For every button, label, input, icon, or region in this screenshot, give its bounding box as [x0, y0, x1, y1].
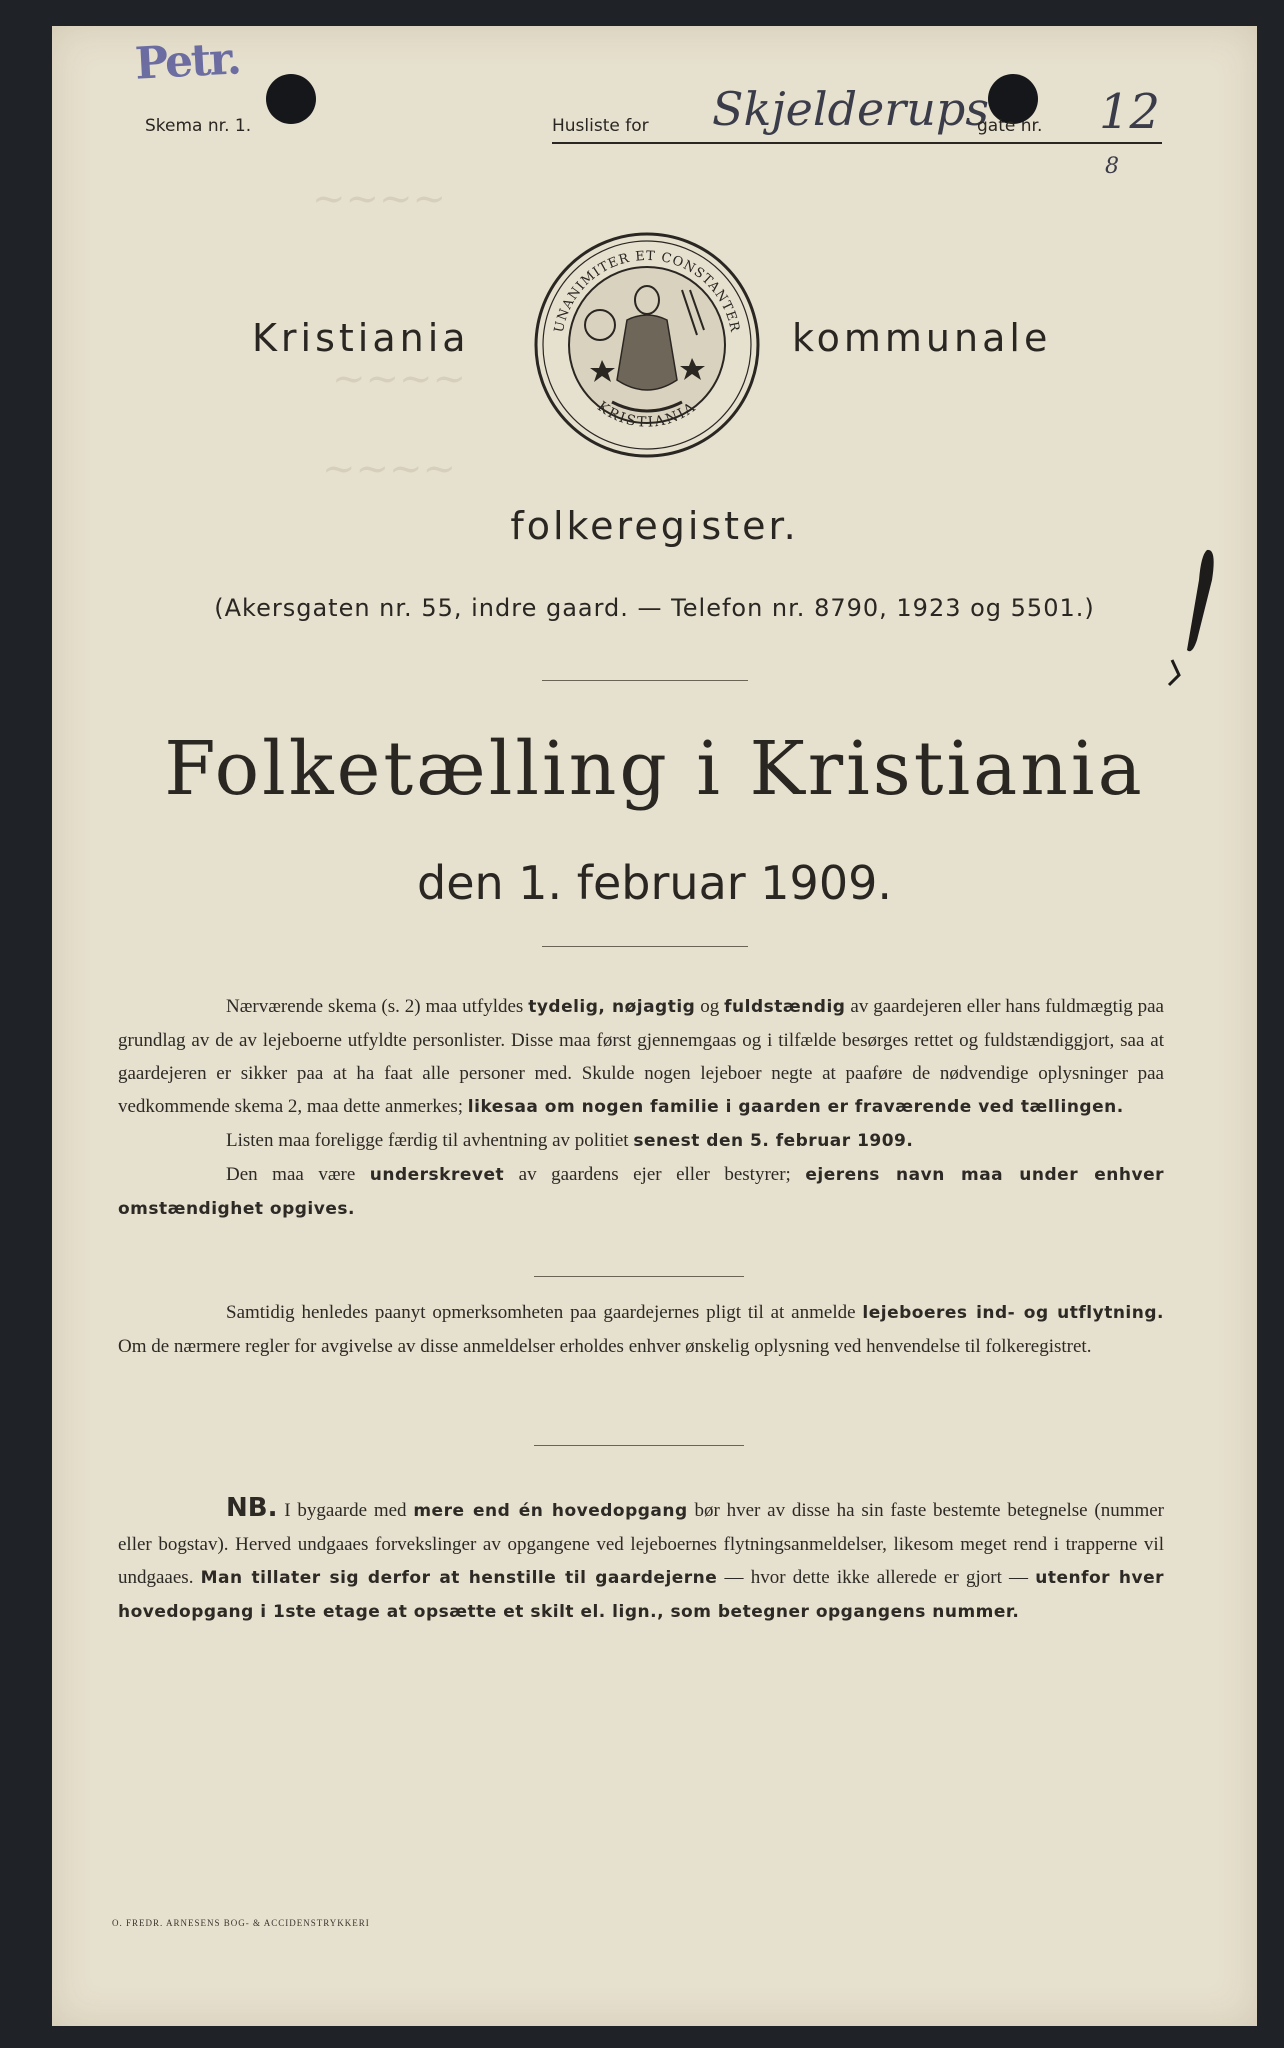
masthead-left-word: Kristiania: [252, 316, 470, 360]
street-name-handwritten: Skjelderups: [712, 82, 989, 136]
divider: [542, 680, 748, 681]
bleed-through-mark: ~~~~: [312, 176, 447, 222]
header-underline: [552, 142, 1162, 144]
punch-hole-left: [266, 74, 316, 124]
nb-label: NB.: [226, 1493, 278, 1523]
masthead-right-word: kommunale: [792, 316, 1052, 360]
moving-notice-block: [118, 1296, 1164, 1363]
divider: [534, 1445, 744, 1446]
husliste-label: Husliste for: [552, 116, 649, 136]
census-form-page: [52, 26, 1257, 2026]
house-number-handwritten: 12: [1099, 84, 1161, 140]
kristiania-seal: [532, 230, 762, 460]
sub-number-handwritten: 8: [1105, 154, 1119, 179]
folkeregister-heading: folkeregister.: [510, 504, 799, 548]
document-title: Folketælling i Kristiania: [164, 726, 1145, 812]
skema-number: Skema nr. 1.: [145, 116, 252, 136]
svg-text:KRISTIANIA: KRISTIANIA: [594, 398, 700, 431]
divider: [542, 946, 748, 947]
paragraph-instructions: Nærværende skema (s. 2) maa utfyldes tydelig, nøjagtig og fuldstændig av gaardejeren eller hans fuldmægtig paa grundlag av de av lejeboerne utfyldte personlister. Disse maa først gjennemgaas og i tilfælde besørges rettet og fuldstændiggjort, saa at gaardejeren er sikker paa at ha faat alle personer med. Skulde nogen lejeboer negte at paaføre de nødvendige oplysninger paa vedkommende skema 2, maa dette anmerkes; likesaa om nogen familie i gaarden er fraværende ved tællingen.: [118, 996, 1164, 1117]
office-address: (Akersgaten nr. 55, indre gaard. — Telefon nr. 8790, 1923 og 5501.): [214, 594, 1095, 622]
gate-label: gate nr.: [977, 116, 1043, 136]
svg-text:UNANIMITER ET CONSTANTER: UNANIMITER ET CONSTANTER: [551, 248, 743, 334]
paragraph-signature: Den maa være underskrevet av gaardens ejer eller bestyrer; ejerens navn maa under enhver omstændighet opgives.: [118, 1164, 1165, 1219]
instructions-block: [118, 990, 1164, 1226]
census-date: den 1. februar 1909.: [417, 856, 892, 910]
nb-block: [118, 1492, 1164, 1629]
bleed-through-mark: ~~~~: [332, 356, 467, 402]
bleed-through-mark: ~~~~: [322, 446, 457, 492]
paragraph-deadline: Listen maa foreligge færdig til avhentning av politiet senest den 5. februar 1909.: [226, 1130, 914, 1151]
ink-mark: [1157, 540, 1227, 700]
printer-imprint: O. FREDR. ARNESENS BOG- & ACCIDENSTRYKKERI: [112, 1918, 370, 1928]
paragraph-moving: Samtidig henledes paanyt opmerksomheten paa gaardejernes pligt til at anmelde lejeboeres ind- og utflytning. Om de nærmere regler for avgivelse av disse anmeldelser erholdes enhver ønskelig oplysning ved henvendelse til folkeregistret.: [118, 1302, 1164, 1357]
paragraph-nb: NB. I bygaarde med mere end én hovedopgang bør hver av disse ha sin faste bestemte betegnelse (nummer eller bogstav). Herved undgaaes forvekslinger av opgangene ved lejeboernes flytningsanmeldelser, likesom meget rend i trapperne vil undgaaes. Man tillater sig derfor at henstille til gaardejerne — hvor dette ikke allerede er gjort — utenfor hver hovedopgang i 1ste etage at opsætte et skilt el. lign., som betegner opgangens nummer.: [118, 1493, 1165, 1622]
stamp-petr: Petr.: [133, 33, 241, 90]
divider: [534, 1276, 744, 1277]
